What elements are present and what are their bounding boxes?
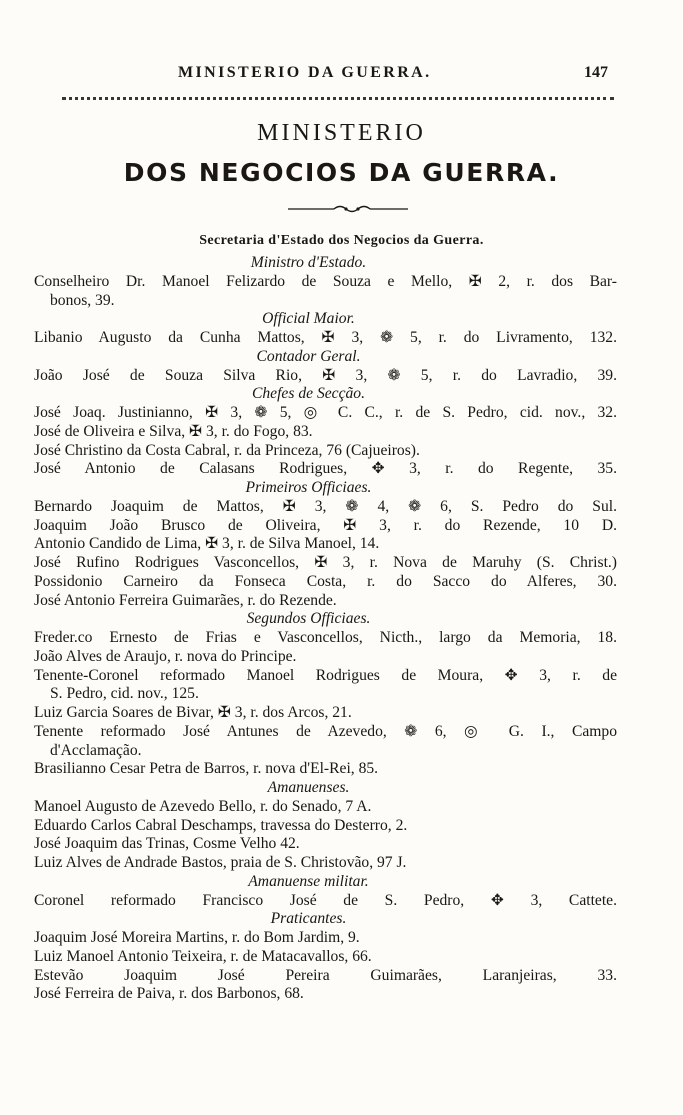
section-heading: Praticantes.	[270, 910, 347, 928]
personnel-entry: Manoel Augusto de Azevedo Bello, r. do Senado, 7 A.	[34, 797, 372, 815]
entry-continuation: S. Pedro, cid. nov., 125.	[50, 685, 199, 703]
running-title: MINISTERIO DA GUERRA.	[178, 64, 432, 81]
personnel-entry: José Rufino Rodrigues Vasconcellos, ✠ 3, r. Nova de Maruhy (S. Christ.)	[34, 554, 617, 571]
entry-continuation: d'Acclamação.	[50, 741, 142, 759]
ornament-divider	[288, 203, 408, 215]
title-ministerio: MINISTERIO	[257, 120, 426, 146]
personnel-entry: Freder.co Ernesto de Frias e Vasconcellos, Nicth., largo da Memoria, 18.	[34, 629, 617, 646]
section-heading: Contador Geral.	[256, 347, 361, 365]
personnel-entry: Estevão Joaquim José Pereira Guimarães, Laranjeiras, 33.	[34, 966, 617, 984]
personnel-entry: Luiz Alves de Andrade Bastos, praia de S. Christovão, 97 J.	[34, 854, 407, 871]
personnel-entry: Antonio Candido de Lima, ✠ 3, r. de Silva Manoel, 14.	[34, 535, 380, 553]
title-negocios-da-guerra: DOS NEGOCIOS DA GUERRA.	[123, 158, 560, 187]
personnel-entry: Luiz Manoel Antonio Teixeira, r. de Matacavallos, 66.	[34, 947, 372, 965]
personnel-entry: José Joaq. Justinianno, ✠ 3, ❁ 5, ◎ C. C., r. de S. Pedro, cid. nov., 32.	[34, 404, 617, 421]
personnel-entry: Joaquim João Brusco de Oliveira, ✠ 3, r. do Rezende, 10 D.	[34, 516, 617, 534]
personnel-entry: João José de Souza Silva Rio, ✠ 3, ❁ 5, r. do Lavradio, 39.	[34, 366, 617, 384]
personnel-entry: Coronel reformado Francisco José de S. Pedro, ✥ 3, Cattete.	[34, 891, 617, 909]
personnel-entry: Libanio Augusto da Cunha Mattos, ✠ 3, ❁ 5, r. do Livramento, 132.	[34, 329, 617, 346]
personnel-entry: Bernardo Joaquim de Mattos, ✠ 3, ❁ 4, ❁ 6, S. Pedro do Sul.	[34, 497, 617, 515]
section-heading: Chefes de Secção.	[251, 385, 365, 403]
personnel-entry: Luiz Garcia Soares de Bivar, ✠ 3, r. dos Arcos, 21.	[34, 704, 352, 721]
personnel-list	[0, 254, 683, 1004]
personnel-entry: Brasilianno Cesar Petra de Barros, r. nova d'El-Rei, 85.	[34, 760, 379, 778]
entry-continuation: bonos, 39.	[50, 291, 115, 309]
personnel-entry: Joaquim José Moreira Martins, r. do Bom Jardim, 9.	[34, 929, 360, 946]
personnel-entry: José Antonio Ferreira Guimarães, r. do Rezende.	[34, 591, 337, 609]
personnel-entry: José Joaquim das Trinas, Cosme Velho 42.	[34, 835, 300, 853]
personnel-entry: Tenente-Coronel reformado Manoel Rodrigues de Moura, ✥ 3, r. de	[34, 666, 617, 684]
personnel-entry: Eduardo Carlos Cabral Deschamps, travessa do Desterro, 2.	[34, 816, 408, 834]
section-heading: Official Maior.	[262, 310, 355, 328]
personnel-entry: José Christino da Costa Cabral, r. da Princeza, 76 (Cajueiros).	[34, 441, 420, 459]
page-number: 147	[584, 64, 608, 81]
personnel-entry: Possidonio Carneiro da Fonseca Costa, r. do Sacco do Alferes, 30.	[34, 572, 617, 590]
dotted-rule	[62, 97, 614, 100]
personnel-entry: José Ferreira de Paiva, r. dos Barbonos, 68.	[34, 985, 304, 1003]
personnel-entry: Conselheiro Dr. Manoel Felizardo de Souza e Mello, ✠ 2, r. dos Bar-	[34, 272, 617, 290]
personnel-entry: Tenente reformado José Antunes de Azevedo, ❁ 6, ◎ G. I., Campo	[34, 722, 617, 740]
section-heading: Segundos Officiaes.	[246, 610, 371, 628]
section-heading: Ministro d'Estado.	[250, 254, 367, 271]
secretaria-heading: Secretaria d'Estado dos Negocios da Guerra.	[199, 233, 484, 248]
section-heading: Primeiros Officiaes.	[245, 479, 372, 496]
section-heading: Amanuense militar.	[248, 872, 369, 890]
running-head	[0, 64, 683, 86]
personnel-entry: José Antonio de Calasans Rodrigues, ✥ 3, r. do Regente, 35.	[34, 460, 617, 478]
personnel-entry: José de Oliveira e Silva, ✠ 3, r. do Fogo, 83.	[34, 422, 313, 440]
section-heading: Amanuenses.	[267, 779, 350, 796]
personnel-entry: João Alves de Araujo, r. nova do Principe.	[34, 647, 297, 665]
